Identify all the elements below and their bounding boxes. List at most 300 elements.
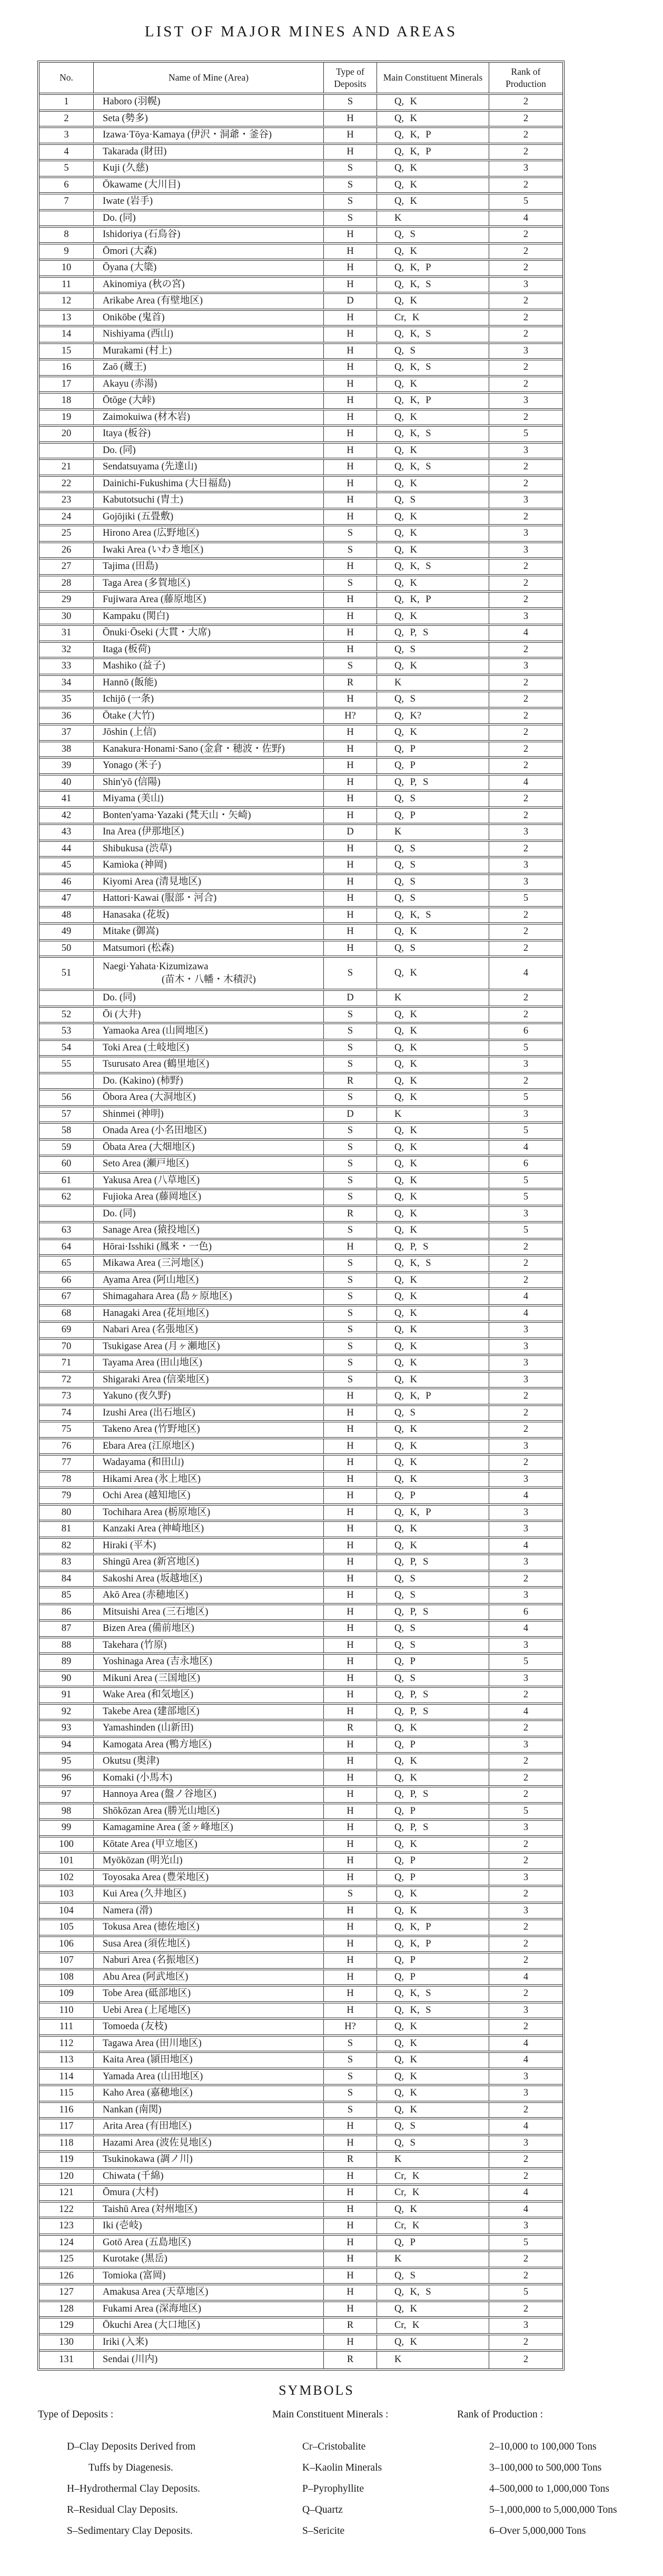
- cell-type-of-deposits: H: [324, 1705, 377, 1719]
- cell-rank-of-production: 2: [523, 743, 529, 754]
- cell-no: 117: [39, 2119, 94, 2134]
- cell-no: 123: [39, 2219, 94, 2234]
- cell-rank-of-production: 3: [523, 528, 529, 539]
- cell-main-constituent-minerals: Q, K: [377, 1024, 489, 1039]
- cell-name: [94, 1472, 324, 1487]
- mine-name: Ōmori (大森): [103, 245, 157, 257]
- cell-name: [94, 1953, 324, 1968]
- table-row: [39, 1738, 562, 1755]
- cell-no: 54: [39, 1041, 94, 1056]
- cell-type-of-deposits: S: [324, 1140, 377, 1155]
- table-row: [39, 1090, 562, 1107]
- cell-rank-of-production: 5: [523, 1225, 529, 1236]
- cell-name: [94, 1887, 324, 1902]
- table-row: [39, 1804, 562, 1821]
- cell-type-of-deposits: S: [324, 1340, 377, 1354]
- cell-type-of-deposits: R: [324, 2318, 377, 2333]
- cell-rank-of-production: 5: [523, 1175, 529, 1186]
- cell-rank-of-production: 2: [523, 1922, 529, 1933]
- legend-item: Tuffs by Diagenesis.: [88, 2462, 173, 2473]
- cell-rank-of-production: 3: [523, 345, 529, 356]
- cell-no: 121: [39, 2186, 94, 2200]
- cell-main-constituent-minerals: Q, K: [377, 477, 489, 491]
- mine-name: Yonago (米子): [103, 760, 161, 771]
- table-row: [39, 294, 562, 311]
- cell-no: 73: [39, 1389, 94, 1404]
- cell-type-of-deposits: D: [324, 294, 377, 309]
- cell-type-of-deposits: R: [324, 1074, 377, 1089]
- table-row: [39, 1008, 562, 1025]
- mine-name: Yakusa Area (八草地区): [103, 1175, 200, 1186]
- cell-main-constituent-minerals: Q, P, S: [377, 775, 489, 790]
- cell-type-of-deposits: S: [324, 1290, 377, 1304]
- cell-type-of-deposits: H: [324, 2252, 377, 2267]
- cell-no: 56: [39, 1090, 94, 1105]
- cell-name: [94, 1605, 324, 1620]
- cell-main-constituent-minerals: Q, K, P: [377, 1920, 489, 1935]
- cell-rank-of-production: 2: [523, 245, 529, 257]
- mine-name: Sanage Area (猿投地区): [103, 1225, 200, 1236]
- cell-no: 124: [39, 2236, 94, 2250]
- cell-rank-of-production: 4: [523, 2038, 529, 2049]
- cell-no: [39, 444, 94, 458]
- cell-rank-of-production: 2: [523, 329, 529, 340]
- cell-main-constituent-minerals: Q, P: [377, 1738, 489, 1753]
- cell-main-constituent-minerals: Q, K, S: [377, 1987, 489, 2001]
- mine-name: Abu Area (阿武地区): [103, 1971, 189, 1982]
- cell-rank-of-production: 5: [523, 428, 529, 439]
- cell-rank-of-production: 2: [523, 461, 529, 473]
- table-row: [39, 194, 562, 211]
- mine-name: Ōtōge (大峠): [103, 395, 155, 406]
- mine-name: Miyama (美山): [103, 793, 164, 804]
- cell-main-constituent-minerals: Q, S: [377, 858, 489, 873]
- cell-type-of-deposits: S: [324, 1174, 377, 1188]
- mine-name: Ōyana (大簗): [103, 262, 157, 273]
- table-row: [39, 1787, 562, 1804]
- cell-main-constituent-minerals: Q, K: [377, 576, 489, 591]
- mine-name: Ōnuki·Ōseki (大貫・大席): [103, 627, 211, 638]
- legend-item: 4–500,000 to 1,000,000 Tons: [489, 2483, 609, 2494]
- table-row: [39, 1240, 562, 1257]
- cell-no: 110: [39, 2003, 94, 2018]
- mine-name: Do. (Kakino) (柿野): [103, 1075, 183, 1086]
- table-row: [39, 809, 562, 825]
- cell-no: 126: [39, 2269, 94, 2284]
- cell-rank-of-production: 2: [523, 262, 529, 273]
- cell-rank-of-production: 4: [523, 2187, 529, 2198]
- cell-main-constituent-minerals: Q, K: [377, 2203, 489, 2217]
- cell-type-of-deposits: H: [324, 1672, 377, 1686]
- cell-type-of-deposits: H: [324, 1621, 377, 1636]
- cell-no: 97: [39, 1787, 94, 1802]
- mine-name: Sendai (川内): [103, 2354, 158, 2365]
- cell-type-of-deposits: S: [324, 2086, 377, 2101]
- table-row: [39, 1207, 562, 1224]
- cell-name: [94, 2020, 324, 2034]
- cell-main-constituent-minerals: Q, P: [377, 1970, 489, 1985]
- cell-no: 76: [39, 1439, 94, 1454]
- table-row: [39, 543, 562, 560]
- cell-no: 14: [39, 327, 94, 342]
- cell-rank-of-production: 5: [523, 1805, 529, 1816]
- cell-name: [94, 1190, 324, 1205]
- legend-heading-main-constituent-minerals: Main Constituent Minerals :: [272, 2409, 389, 2420]
- cell-name: [94, 742, 324, 757]
- table-row: [39, 1705, 562, 1722]
- cell-no: 62: [39, 1190, 94, 1205]
- cell-no: 87: [39, 1621, 94, 1636]
- cell-type-of-deposits: H: [324, 1422, 377, 1437]
- cell-no: [39, 211, 94, 226]
- cell-rank-of-production: 2: [523, 296, 529, 307]
- mine-name: Ōkawame (大川目): [103, 179, 181, 190]
- cell-no: 89: [39, 1655, 94, 1669]
- cell-name: [94, 2236, 324, 2250]
- mine-name: Hazami Area (波佐見地区): [103, 2137, 212, 2148]
- table-row: [39, 477, 562, 494]
- cell-name: [94, 2119, 324, 2134]
- cell-main-constituent-minerals: Q, K: [377, 444, 489, 458]
- column-header-name: Name of Mine (Area): [94, 63, 324, 93]
- cell-rank-of-production: 4: [523, 1142, 529, 1153]
- cell-main-constituent-minerals: Q, S: [377, 228, 489, 242]
- cell-name: [94, 559, 324, 574]
- mine-name: Ichijō (一条): [103, 694, 154, 705]
- cell-name: [94, 759, 324, 773]
- cell-main-constituent-minerals: Q, K, S: [377, 2003, 489, 2018]
- cell-no: 36: [39, 709, 94, 724]
- mine-name: Itaya (板谷): [103, 428, 151, 439]
- cell-type-of-deposits: H: [324, 228, 377, 242]
- cell-name: [94, 1937, 324, 1952]
- cell-type-of-deposits: H: [324, 394, 377, 408]
- cell-no: 17: [39, 377, 94, 392]
- cell-main-constituent-minerals: Q, K: [377, 609, 489, 624]
- cell-rank-of-production: 4: [523, 1971, 529, 1982]
- cell-no: 11: [39, 278, 94, 292]
- mine-name: Kabutotsuchi (胄土): [103, 495, 183, 506]
- mine-name: Dainichi-Fukushima (大日福島): [103, 478, 231, 489]
- cell-rank-of-production: 2: [523, 130, 529, 141]
- mine-name: Tajima (田島): [103, 561, 159, 572]
- mine-name: Akayu (赤湯): [103, 378, 157, 389]
- cell-main-constituent-minerals: Q, P: [377, 1489, 489, 1503]
- mine-name: Gojōjiki (五畳敷): [103, 511, 174, 522]
- cell-no: 95: [39, 1754, 94, 1769]
- cell-name: [94, 875, 324, 890]
- cell-rank-of-production: 2: [523, 2104, 529, 2115]
- cell-rank-of-production: 3: [523, 661, 529, 672]
- cell-no: 27: [39, 559, 94, 574]
- cell-rank-of-production: 2: [523, 2021, 529, 2032]
- cell-main-constituent-minerals: Q, K: [377, 1837, 489, 1852]
- cell-name: [94, 1572, 324, 1587]
- cell-main-constituent-minerals: Q, P: [377, 1871, 489, 1885]
- cell-type-of-deposits: H: [324, 510, 377, 525]
- table-row: [39, 908, 562, 925]
- cell-name: [94, 1090, 324, 1105]
- table-row: [39, 1074, 562, 1091]
- cell-main-constituent-minerals: Q, P, S: [377, 626, 489, 641]
- cell-no: 112: [39, 2037, 94, 2051]
- cell-type-of-deposits: H: [324, 145, 377, 160]
- cell-main-constituent-minerals: Q, K: [377, 2070, 489, 2085]
- cell-name: [94, 112, 324, 126]
- cell-name: [94, 2086, 324, 2101]
- cell-main-constituent-minerals: Q, K: [377, 2302, 489, 2317]
- cell-name: [94, 477, 324, 491]
- cell-no: 59: [39, 1140, 94, 1155]
- cell-rank-of-production: 3: [523, 1358, 529, 1369]
- table-row: [39, 1140, 562, 1157]
- cell-rank-of-production: 3: [523, 1374, 529, 1385]
- cell-rank-of-production: 2: [523, 378, 529, 389]
- cell-no: 119: [39, 2152, 94, 2167]
- cell-no: 99: [39, 1821, 94, 1835]
- cell-rank-of-production: 4: [523, 2121, 529, 2132]
- mine-name: Iwaki Area (いわき地区): [103, 544, 204, 555]
- mine-name: Akō Area (赤穂地区): [103, 1590, 189, 1601]
- cell-name: [94, 1638, 324, 1653]
- cell-name: [94, 2335, 324, 2350]
- mine-name: Komaki (小馬木): [103, 1772, 173, 1783]
- cell-name: [94, 676, 324, 691]
- cell-rank-of-production: 2: [523, 644, 529, 655]
- cell-main-constituent-minerals: K: [377, 2152, 489, 2167]
- table-row: [39, 1854, 562, 1871]
- cell-main-constituent-minerals: Q, K: [377, 958, 489, 989]
- cell-no: 86: [39, 1605, 94, 1620]
- cell-main-constituent-minerals: Cr, K: [377, 2219, 489, 2234]
- cell-no: 44: [39, 842, 94, 857]
- table-row: [39, 1223, 562, 1240]
- legend-type-of-deposits: [38, 2409, 272, 2542]
- cell-rank-of-production: 3: [523, 445, 529, 456]
- cell-main-constituent-minerals: Q, K: [377, 377, 489, 392]
- cell-name: [94, 344, 324, 359]
- cell-name: [94, 1804, 324, 1819]
- cell-name: [94, 1323, 324, 1338]
- cell-no: 79: [39, 1489, 94, 1503]
- cell-name: [94, 2252, 324, 2267]
- legend-item: 3–100,000 to 500,000 Tons: [489, 2462, 602, 2473]
- cell-no: 71: [39, 1356, 94, 1371]
- cell-rank-of-production: 5: [523, 2287, 529, 2298]
- table-row: [39, 2136, 562, 2153]
- cell-name: [94, 1837, 324, 1852]
- cell-rank-of-production: 3: [523, 876, 529, 887]
- cell-rank-of-production: 3: [523, 827, 529, 838]
- table-row: [39, 1157, 562, 1174]
- cell-no: 67: [39, 1290, 94, 1304]
- cell-type-of-deposits: H: [324, 1738, 377, 1753]
- table-row: [39, 311, 562, 328]
- cell-main-constituent-minerals: Q, K: [377, 1887, 489, 1902]
- mine-name: Do. (同): [103, 212, 136, 223]
- cell-type-of-deposits: H: [324, 1821, 377, 1835]
- cell-type-of-deposits: H: [324, 2169, 377, 2184]
- cell-name: [94, 211, 324, 226]
- cell-rank-of-production: 3: [523, 1059, 529, 1070]
- cell-rank-of-production: 2: [523, 1772, 529, 1783]
- cell-rank-of-production: 2: [523, 1573, 529, 1584]
- cell-rank-of-production: 6: [523, 1606, 529, 1617]
- cell-type-of-deposits: H: [324, 2186, 377, 2200]
- cell-rank-of-production: 2: [523, 694, 529, 705]
- cell-no: 49: [39, 925, 94, 939]
- cell-main-constituent-minerals: Q, K, P: [377, 394, 489, 408]
- cell-type-of-deposits: S: [324, 1157, 377, 1172]
- mine-name: Murakami (村上): [103, 345, 172, 356]
- cell-rank-of-production: 3: [523, 2004, 529, 2015]
- mine-name-kanji: (苗木・八幡・木積沢): [162, 974, 256, 985]
- table-row: [39, 377, 562, 394]
- table-header-row: [39, 63, 562, 95]
- cell-main-constituent-minerals: Q, K: [377, 2103, 489, 2118]
- cell-rank-of-production: 3: [523, 1108, 529, 1119]
- legend-main-constituent-minerals: [272, 2409, 451, 2542]
- table-row: [39, 2003, 562, 2020]
- cell-no: [39, 1207, 94, 1222]
- cell-no: 33: [39, 659, 94, 674]
- cell-main-constituent-minerals: Q, K: [377, 410, 489, 425]
- mine-name: Susa Area (須佐地区): [103, 1938, 190, 1949]
- table-row: [39, 1655, 562, 1672]
- cell-no: 45: [39, 858, 94, 873]
- cell-no: 52: [39, 1008, 94, 1022]
- legend-item: P–Pyrophyllite: [302, 2483, 364, 2494]
- cell-main-constituent-minerals: K: [377, 991, 489, 1006]
- cell-main-constituent-minerals: Q, K: [377, 194, 489, 209]
- cell-type-of-deposits: S: [324, 178, 377, 193]
- table-row: [39, 2103, 562, 2120]
- cell-name: [94, 1821, 324, 1835]
- cell-name: [94, 1904, 324, 1919]
- cell-name: [94, 261, 324, 276]
- table-row: [39, 2352, 562, 2368]
- table-row: [39, 112, 562, 129]
- mine-name: Sakoshi Area (坂越地区): [103, 1573, 203, 1584]
- cell-no: 101: [39, 1854, 94, 1869]
- mine-name: Shinmei (神明): [103, 1108, 164, 1119]
- cell-rank-of-production: 2: [523, 362, 529, 373]
- cell-main-constituent-minerals: Q, K: [377, 1290, 489, 1304]
- cell-main-constituent-minerals: Q, K: [377, 1356, 489, 1371]
- cell-main-constituent-minerals: Q, K: [377, 112, 489, 126]
- cell-name: [94, 643, 324, 657]
- cell-name: [94, 1621, 324, 1636]
- mine-name: Yamada Area (山田地区): [103, 2071, 203, 2082]
- table-row: [39, 1290, 562, 1306]
- mine-name: Do. (同): [103, 445, 136, 456]
- cell-name: [94, 593, 324, 607]
- cell-type-of-deposits: H: [324, 925, 377, 939]
- mine-name: Hirono Area (広野地区): [103, 528, 199, 539]
- cell-rank-of-production: 2: [523, 179, 529, 190]
- cell-type-of-deposits: D: [324, 991, 377, 1006]
- mine-name: Takebe Area (建部地区): [103, 1706, 200, 1717]
- cell-no: 63: [39, 1223, 94, 1238]
- table-row: [39, 2269, 562, 2286]
- mine-name: Gotō Area (五島地区): [103, 2237, 191, 2248]
- cell-rank-of-production: 3: [523, 2137, 529, 2148]
- mine-name: Iwate (岩手): [103, 196, 153, 207]
- cell-rank-of-production: 2: [523, 1407, 529, 1418]
- cell-rank-of-production: 3: [523, 611, 529, 622]
- cell-rank-of-production: 3: [523, 1739, 529, 1750]
- cell-type-of-deposits: H: [324, 809, 377, 823]
- cell-rank-of-production: 4: [523, 1540, 529, 1551]
- cell-rank-of-production: 2: [523, 727, 529, 738]
- cell-name: [94, 1306, 324, 1321]
- cell-rank-of-production: 2: [523, 2270, 529, 2281]
- cell-rank-of-production: 2: [523, 1457, 529, 1468]
- mine-name: Ōtake (大竹): [103, 710, 155, 721]
- table-row: [39, 344, 562, 361]
- cell-rank-of-production: 3: [523, 1557, 529, 1568]
- cell-main-constituent-minerals: Q, P: [377, 759, 489, 773]
- cell-main-constituent-minerals: Q, K: [377, 1472, 489, 1487]
- cell-rank-of-production: 6: [523, 1158, 529, 1169]
- cell-rank-of-production: 2: [523, 1789, 529, 1800]
- cell-main-constituent-minerals: Q, K: [377, 294, 489, 309]
- mine-name: Kui Area (久井地区): [103, 1889, 186, 1900]
- cell-main-constituent-minerals: Q, K: [377, 1041, 489, 1056]
- cell-type-of-deposits: H: [324, 1837, 377, 1852]
- table-row: [39, 925, 562, 941]
- mine-name: Chiwata (千綿): [103, 2170, 164, 2181]
- cell-main-constituent-minerals: Q, S: [377, 1572, 489, 1587]
- cell-name: [94, 1041, 324, 1056]
- cell-rank-of-production: 3: [523, 1590, 529, 1601]
- cell-name: [94, 1854, 324, 1869]
- cell-name: [94, 958, 324, 989]
- cell-name: [94, 1107, 324, 1122]
- cell-name: [94, 792, 324, 807]
- cell-type-of-deposits: S: [324, 1256, 377, 1271]
- cell-no: 21: [39, 460, 94, 475]
- cell-no: 82: [39, 1539, 94, 1554]
- mine-name: Shin'yō (信陽): [103, 776, 161, 788]
- cell-type-of-deposits: S: [324, 2070, 377, 2085]
- cell-no: 102: [39, 1871, 94, 1885]
- table-row: [39, 2219, 562, 2236]
- cell-no: 20: [39, 427, 94, 441]
- table-row: [39, 1920, 562, 1937]
- cell-main-constituent-minerals: Q, S: [377, 2136, 489, 2151]
- legend-item: 5–1,000,000 to 5,000,000 Tons: [489, 2504, 617, 2515]
- table-row: [39, 2152, 562, 2169]
- cell-type-of-deposits: H?: [324, 2020, 377, 2034]
- cell-main-constituent-minerals: Q, K, S: [377, 908, 489, 923]
- cell-type-of-deposits: S: [324, 194, 377, 209]
- cell-type-of-deposits: S: [324, 1323, 377, 1338]
- table-row: [39, 1621, 562, 1638]
- table-row: [39, 1688, 562, 1705]
- table-row: [39, 1721, 562, 1738]
- cell-type-of-deposits: H: [324, 742, 377, 757]
- mine-name: Kamogata Area (鴨方地区): [103, 1739, 212, 1750]
- cell-type-of-deposits: H: [324, 1439, 377, 1454]
- cell-name: [94, 1074, 324, 1089]
- mine-name: Hanagaki Area (花垣地区): [103, 1307, 209, 1319]
- cell-no: 60: [39, 1157, 94, 1172]
- cell-name: [94, 576, 324, 591]
- cell-type-of-deposits: H: [324, 261, 377, 276]
- mine-name: Wake Area (和気地区): [103, 1689, 194, 1700]
- cell-main-constituent-minerals: Q, S: [377, 643, 489, 657]
